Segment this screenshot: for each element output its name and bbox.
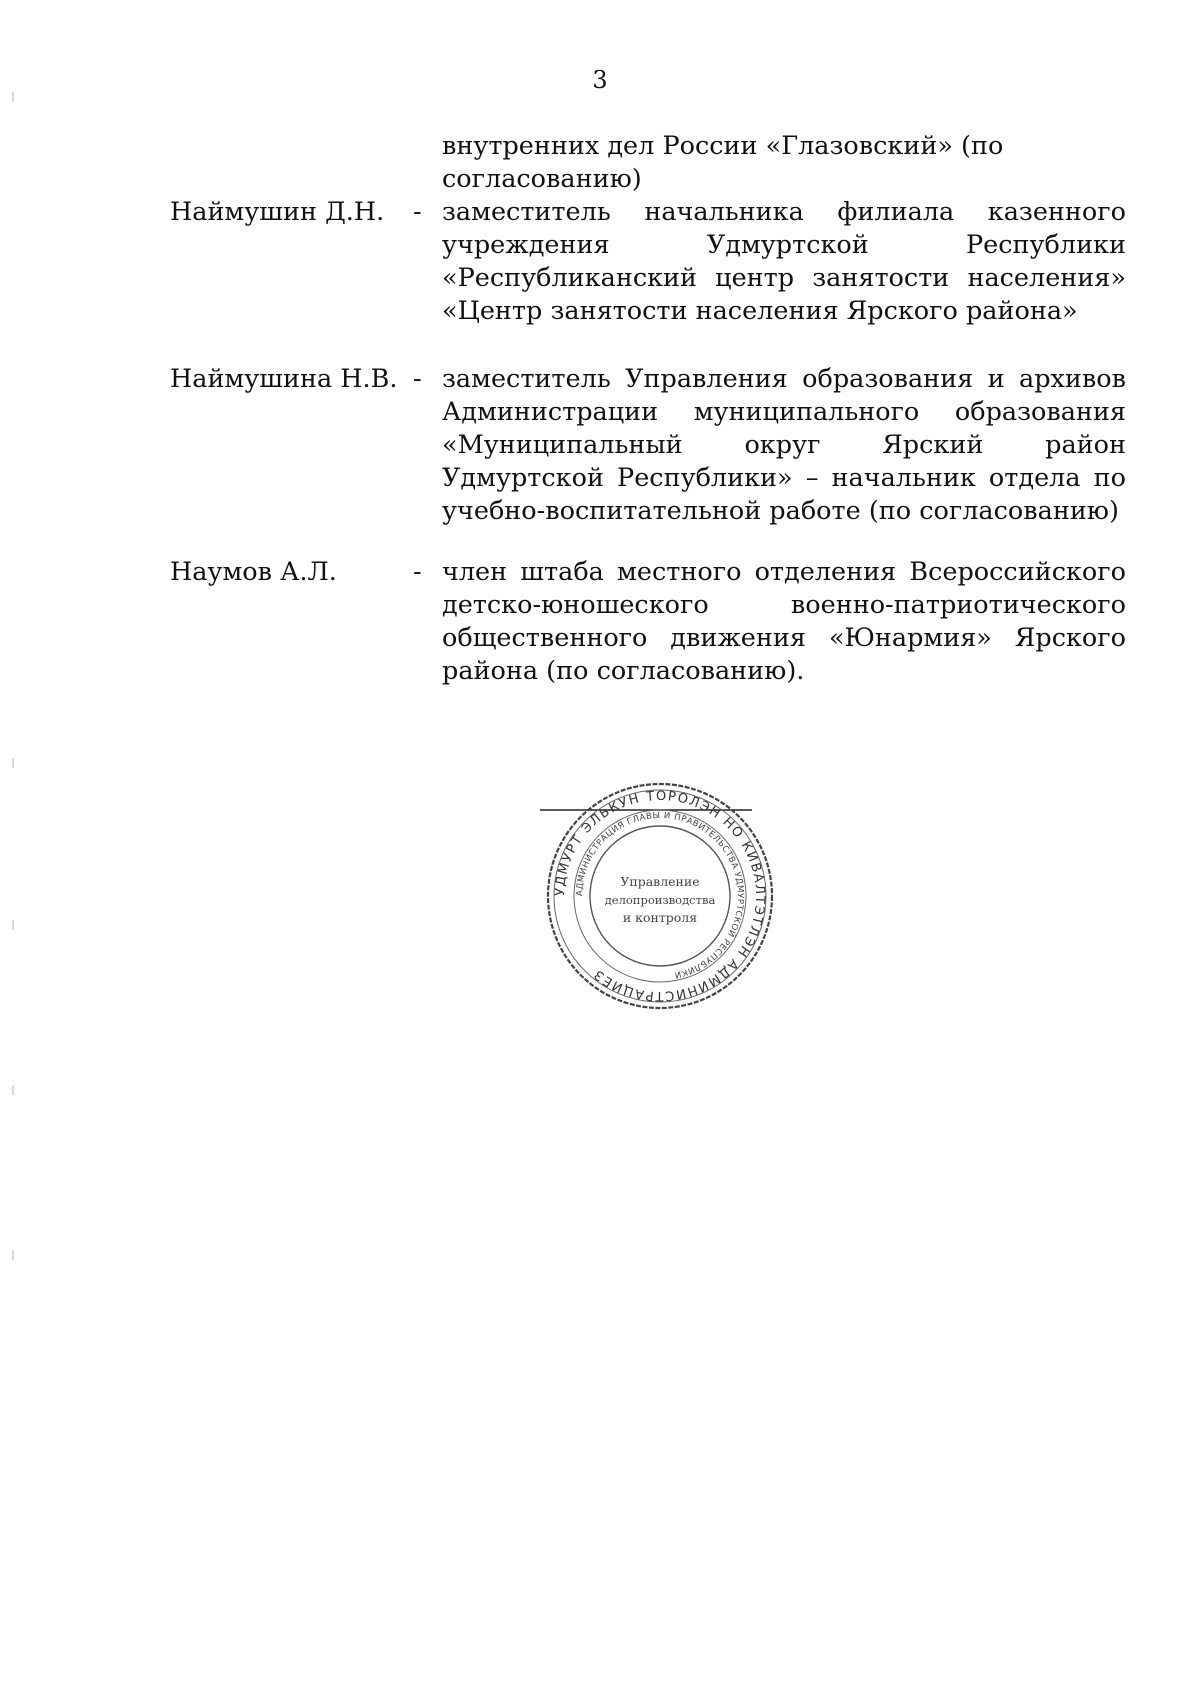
margin-mark [12,920,14,930]
seal-inner-text: АДМИНИСТРАЦИЯ ГЛАВЫ И ПРАВИТЕЛЬСТВА УДМУРТСКОЙ РЕСПУБЛИКИ [574,810,746,980]
continuation-text: внутренних дел России «Глазовский» (по согласованию) [442,131,1004,194]
entry-name: Наймушина Н.В. [170,364,398,394]
margin-mark [12,1085,14,1095]
seal-center-line-2: делопроизводства [604,893,716,907]
entry-name: Наймушин Д.Н. [170,197,385,227]
seal-center-line-1: Управление [620,874,700,889]
seal-center-line-3: и контроля [622,910,698,925]
page-number: 3 [592,66,608,94]
entry-description: член штаба местного отделения Всероссийского детско-юношеского военно-патриотического общественного движения «Юнармия» Ярского района (по согласованию). [442,557,1126,686]
margin-mark [12,758,14,768]
entry-dash: - [413,197,422,227]
entry-dash: - [413,364,422,394]
official-seal [540,778,780,1014]
entry-dash: - [413,557,422,587]
entry-description: заместитель Управления образования и архивов Администрации муниципального образования «Муниципальный округ Ярский район Удмуртской Республики» – начальник отдела по учебно-воспитательной работе (по согласованию) [442,364,1126,526]
margin-mark [12,1250,14,1260]
margin-mark [12,92,14,102]
entry-name: Наумов А.Л. [170,557,337,587]
entry-description: заместитель начальника филиала казенного учреждения Удмуртской Республики «Республиканский центр занятости населения» «Центр занятости населения Ярского района» [442,197,1126,326]
seal-outer-text: УДМУРТ ЭЛЬКУН ТОРОЛЭН НО КИВАЛТЭТЛЭН АДМИНИСТРАЦИЕЗ [552,788,768,1004]
